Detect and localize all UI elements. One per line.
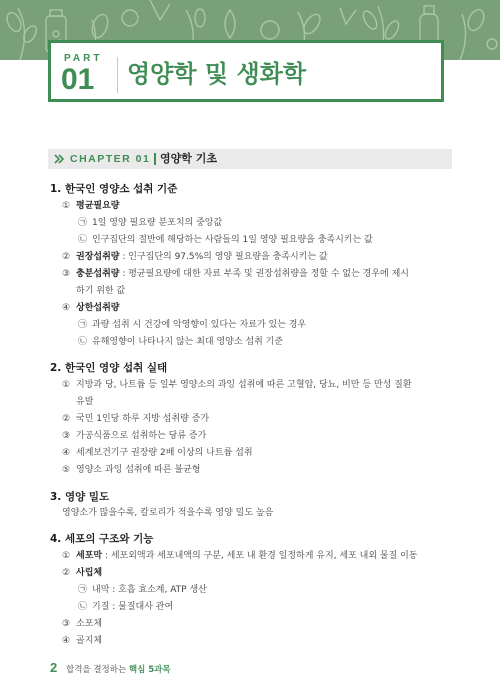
list-item: ㉠ 1일 영양 필요량 분포치의 중앙값 — [78, 218, 223, 228]
list-item: ① 평균필요량 — [62, 201, 120, 211]
list-item: ② 국민 1인당 하루 지방 섭취량 증가 — [62, 414, 210, 424]
list-item-continuation: 유발 — [76, 397, 94, 407]
list-item: ① 지방과 당, 나트륨 등 일부 영양소의 과잉 섭취에 따른 고혈압, 당뇨, 비만 등 만성 질환 — [62, 380, 412, 390]
section-heading: 2. 한국인 영양 섭취 실태 — [50, 362, 168, 374]
paragraph: 영양소가 많을수록, 칼로리가 적을수록 영양 밀도 높음 — [62, 508, 274, 518]
chapter-bar — [48, 149, 452, 169]
running-footer: 합격을 결정하는 핵심 5과목 — [66, 665, 171, 675]
list-item: ② 사립체 — [62, 568, 103, 578]
list-item: ⑤ 영양소 과잉 섭취에 따른 불균형 — [62, 465, 201, 475]
list-item: ③ 소포체 — [62, 619, 103, 629]
list-item: ③ 가공식품으로 섭취하는 당류 증가 — [62, 431, 207, 441]
part-title: 영양학 및 생화학 — [127, 60, 306, 88]
chevron-bullets-icon — [54, 154, 64, 164]
list-item: ④ 상한섭취량 — [62, 303, 120, 313]
title-divider — [117, 57, 118, 93]
chapter-divider — [154, 153, 156, 165]
list-item-continuation: 하기 위한 값 — [76, 286, 126, 296]
list-item: ④ 세계보건기구 권장량 2배 이상의 나트륨 섭취 — [62, 448, 253, 458]
page-number: 2 — [50, 660, 58, 675]
list-item: ② 권장섭취량 : 인구집단의 97.5%의 영양 필요량을 충족시키는 값 — [62, 252, 328, 262]
list-item: ③ 충분섭취량 : 평균필요량에 대한 자료 부족 및 권장섭취량을 정할 수 없는 경우에 제시 — [62, 269, 409, 279]
chapter-title: 영양학 기초 — [160, 152, 217, 165]
list-item: ④ 골지체 — [62, 636, 103, 646]
list-item: ㉡ 유해영향이 나타나지 않는 최대 영양소 섭취 기준 — [78, 337, 284, 347]
part-number: 01 — [61, 63, 95, 96]
list-item: ㉠ 과량 섭취 시 건강에 악영향이 있다는 자료가 있는 경우 — [78, 320, 307, 330]
section-heading: 1. 한국인 영양소 섭취 기준 — [50, 183, 178, 195]
part-title-box — [48, 40, 444, 102]
section-heading: 4. 세포의 구조와 기능 — [50, 533, 154, 545]
list-item: ㉡ 기질 : 물질대사 관여 — [78, 602, 174, 612]
part-label: PART — [64, 53, 103, 64]
list-item: ㉡ 인구집단의 절반에 해당하는 사람들의 1일 영양 필요량을 충족시키는 값 — [78, 235, 373, 245]
list-item: ㉠ 내막 : 호흡 효소계, ATP 생산 — [78, 585, 207, 595]
list-item: ① 세포막 : 세포외액과 세포내액의 구분, 세포 내 환경 일정하게 유지, 세포 내외 물질 이동 — [62, 551, 418, 561]
chapter-label: CHAPTER 01 — [70, 153, 151, 165]
section-heading: 3. 영양 밀도 — [50, 491, 110, 503]
